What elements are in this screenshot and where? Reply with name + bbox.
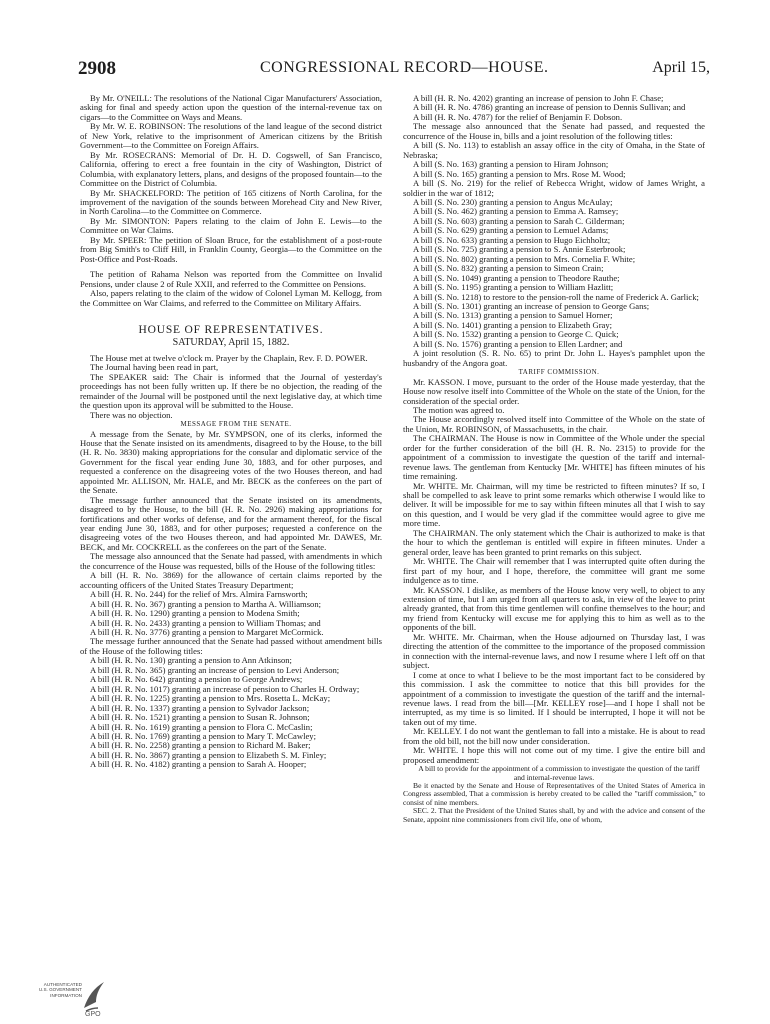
bill-item: A bill (S. No. 219) for the relief of Rebecca Wright, widow of James Wright, a soldier in the war of 1812; [403,178,705,198]
debate-paragraph: The motion was agreed to. [413,404,505,415]
debate-paragraph: Mr. KASSON. I dislike, as members of the House know very well, to object to any extension of time, but I am urged from all quarters to ask, in view of the leave to print already granted, that from this time gentlemen will confine themselves to the hour; and my friend from Kentucky will excuse me for applying this to him as well as to the opponents of the bill. [403,584,705,633]
bill-text: Be it enacted by the Senate and House of Representatives of the United States of America in Congress assembled, That a commission is hereby created to be called the "tariff commission," to consist of nine members. [403,780,705,807]
bill-item: A bill (H. R. No. 3867) granting a pension to Elizabeth S. M. Finley; [90,749,327,760]
bill-item: A bill (S. No. 802) granting a pension to Mrs. Cornelia F. White; [413,253,636,264]
bill-item: A bill (S. No. 165) granting a pension to Mrs. Rose M. Wood; [413,168,626,179]
senate-subhead: MESSAGE FROM THE SENATE. [180,420,292,429]
senate-paragraph: A bill (H. R. No. 3869) for the allowance of certain claims reported by the accounting officers of the United States Treasury Department; [80,570,382,590]
senate-message-section [80,430,382,770]
bill-item: A bill (S. No. 725) granting a pension to S. Annie Esterbrook; [413,244,626,255]
bill-item: A bill (H. R. No. 1290) granting a pension to Modena Smith; [90,608,300,619]
gpo-authenticated-logo [24,976,106,1020]
bill-item: A bill (H. R. No. 642) granting a pension to George Andrews; [90,674,303,685]
bill-item: A bill (S. No. 832) granting a pension to Simeon Crain; [413,263,604,274]
opening-paragraph: There was no objection. [90,409,173,420]
bill-item: A bill (S. No. 1195) granting a pension to William Hazlitt; [413,282,614,293]
bill-item: A bill (S. No. 163) granting a pension to Hiram Johnson; [413,159,609,170]
debate-paragraph: The CHAIRMAN. The only statement which the Chair is authorized to make is that the hour to which the gentleman is entitled will expire in fifteen minutes. Under a general order, leave has been granted to print remarks on this subject. [403,527,705,557]
bill-item: A bill (H. R. No. 4202) granting an increase of pension to John F. Chase; [413,93,664,103]
debate-paragraph: I come at once to what I believe to be the most important fact to be considered by this commission. I ask the committee to notice that this bill provides for the appointment of a commission to investigate the question of the tariff and the internal-revenue laws. I read from the bill—[Mr. KELLEY rose]—and I hope I shall not be interrupted, as my time is so limited. If I should be interrupted, I hope it will not be taken out of my time. [403,669,705,727]
house-heading: HOUSE OF REPRESENTATIVES. [138,323,324,336]
petition-paragraph: By Mr. SIMONTON: Papers relating to the claim of John E. Lewis—to the Committee on War Claims. [80,215,382,236]
bill-item: A bill (H. R. No. 3776) granting a pension to Margaret McCormick. [90,627,324,638]
opening-paragraph: The House met at twelve o'clock m. Prayer by the Chaplain, Rev. F. D. POWER. [90,352,368,363]
senate-bills-section [403,141,705,368]
bill-item: A bill (H. R. No. 1619) granting a pension to Flora C. McCaslin; [90,721,313,732]
debate-paragraph: Mr. WHITE. The Chair will remember that I was interrupted quite often during the first part of my hour, and I hope, therefore, the committee will grant me some indulgence as to time. [403,556,705,586]
bill-item: A bill (H. R. No. 2258) granting a pension to Richard M. Baker; [90,740,311,751]
bill-item: A bill (S. No. 603) granting a pension to Sarah C. Gilderman; [413,215,625,226]
bill-item: A bill (S. No. 1576) granting a pension to Ellen Lardner; and [413,338,623,349]
debate-paragraph: Mr. WHITE. Mr. Chairman, will my time be restricted to fifteen minutes? If so, I shall be compelled to ask leave to print some remarks which otherwise I would like to deliver. It will be impossible for me to say within fifteen minutes all that I wish to say on this question, and I would be very glad if the committee would agree to give me more time. [403,480,705,529]
bill-item: A bill (H. R. No. 4182) granting a pension to Sarah A. Hooper; [90,759,307,770]
bill-item: A bill (H. R. No. 4786) granting an increase of pension to Dennis Sullivan; and [413,102,686,113]
petitions-section [80,94,382,308]
closing-paragraph: The petition of Rahama Nelson was reported from the Committee on Invalid Pensions, under clause 2 of Rule XXII, and referred to the Committee on Pensions. [80,269,382,289]
petition-paragraph: By Mr. W. E. ROBINSON: The resolutions of the land league of the second district of New York, relative to the imprisonment of American citizens by the British Government—to the Committee on Foreign Affairs. [80,121,382,151]
senate-paragraph: The message further announced that the Senate insisted on its amendments, disagreed to by the House, to the bill (H. R. No. 2926) making appropriations for fortifications and other works of defense, and for the armament thereof, for the fiscal year ending June 30, 1883, and for other purposes; requested a conference on the disagreeing votes of the two Houses thereon, and had appointed Mr. DAWES, Mr. BECK, and Mr. COCKRELL as the conferees on the part of the Senate. [80,494,382,552]
bill-item: A bill (H. R. No. 1337) granting a pension to Sylvador Jackson; [90,702,310,713]
sitting-date: SATURDAY, April 15, 1882. [172,337,290,349]
petition-paragraph: By Mr. ROSECRANS: Memorial of Dr. H. D. Cogswell, of San Francisco, California, offering to erect a free fountain in the city of Washington, District of Columbia, with explanatory letters, plans, and designs of the proposed fountain—to the Committee on the District of Columbia. [80,149,382,189]
concurrence-paragraph: The message also announced that the Senate had passed, and requested the concurrence of the House in, bills and a joint resolution of the following titles: [403,121,705,141]
running-title: CONGRESSIONAL RECORD—HOUSE. [260,59,549,76]
bill-item: A bill (S. No. 462) granting a pension to Emma A. Ramsey; [413,206,619,217]
opening-paragraph: The SPEAKER said: The Chair is informed that the Journal of yesterday's proceedings has not been fully written up. If there be no objection, the reading of the remainder of the Journal will be postponed until the next legislative day, at which time the question upon its approval will be submitted to the House. [80,371,382,411]
bill-item: A bill (S. No. 629) granting a pension to Lemuel Adams; [413,225,609,236]
right-column [403,94,705,824]
bill-item: A bill (S. No. 1301) granting an increase of pension to George Gans; [413,300,650,311]
opening-section [80,354,382,420]
bill-item: A bill (H. R. No. 2433) granting a pension to William Thomas; and [90,617,321,628]
bill-item: A bill (S. No. 1532) granting a pension to George C. Quick; [413,329,619,340]
bill-item: A bill (S. No. 113) to establish an assay office in the city of Omaha, in the State of Nebraska; [403,140,705,160]
closing-paragraph: Also, papers relating to the claim of the widow of Colonel Lyman M. Kellogg, from the Committee on War Claims, and referred to the Committee on Military Affairs. [80,288,382,308]
bill-item: A bill (H. R. No. 1225) granting a pension to Mrs. Rosetta L. McKay; [90,693,331,704]
petition-paragraph: By Mr. SPEER: The petition of Sloan Bruce, for the establishment of a post-route from Big Smith's to Cliff Hill, in Franklin County, Georgia—to the Committee on the Post-Office and Post-Roads. [80,234,382,264]
bill-item: A bill (S. No. 1218) to restore to the pension-roll the name of Frederick A. Garlick; [413,291,699,302]
debate-paragraph: The CHAIRMAN. The House is now in Committee of the Whole under the special order for the further consideration of the bill (H. R. No. 2315) to provide for the appointment of a commission to investigate the question of the tariff and internal-revenue laws. The gentleman from Kentucky [Mr. WHITE] has fifteen minutes of his time remaining. [403,433,705,482]
senate-paragraph: The message further announced that the Senate had passed without amendment bills of the House of the following titles: [80,636,382,656]
bill-item: A bill (S. No. 1049) granting a pension to Theodore Rauthe; [413,272,620,283]
debate-paragraph: Mr. WHITE. I hope this will not come out of my time. I give the entire bill and proposed amendment: [403,745,705,765]
debate-paragraph: Mr. KASSON. I move, pursuant to the order of the House made yesterday, that the House now resolve itself into Committee of the Whole on the state of the Union, for the consideration of the special order. [403,376,705,406]
bill-item: A bill (H. R. No. 367) granting a pension to Martha A. Williamson; [90,598,322,609]
bill-item: A bill (S. No. 633) granting a pension to Hugo Eichholtz; [413,234,611,245]
gpo-logo-text: AUTHENTICATED U.S. GOVERNMENT INFORMATION [38,982,82,998]
bill-item: A bill (H. R. No. 365) granting an increase of pension to Levi Anderson; [90,664,340,675]
debate-paragraph: Mr. WHITE. Mr. Chairman, when the House adjourned on Thursday last, I was directing the attention of the committee to the importance of the proposed commission in connection with the internal-revenue laws, and now I resume where I left off on that subject. [403,631,705,671]
bill-item: A bill (H. R. No. 4787) for the relief of Benjamin F. Dobson. [413,111,623,122]
page-header [78,58,710,84]
bill-item: A bill (S. No. 230) granting a pension to Angus McAulay; [413,196,613,207]
bill-item: A bill (H. R. No. 1017) granting an increase of pension to Charles H. Ordway; [90,683,360,694]
bill-item: A bill (H. R. No. 1521) granting a pension to Susan R. Johnson; [90,712,310,723]
gpo-label: GPO [85,1011,101,1016]
bill-item: A bill (S. No. 1401) granting a pension to Elizabeth Gray; [413,319,613,330]
petition-paragraph: By Mr. SHACKELFORD: The petition of 165 citizens of North Carolina, for the improvement of the navigation of the sounds between Morehead City and New River, in North Carolina—to the Committee on Commerce. [80,187,382,217]
bill-item: A joint resolution (S. R. No. 65) to print Dr. John L. Hayes's pamphlet upon the husbandry of the Angora goat. [403,348,705,368]
debate-section [403,378,705,766]
bill-text: SEC. 2. That the President of the United States shall, by and with the advice and consent of the Senate, appoint nine commissioners from civil life, one of whom, [403,806,705,824]
bill-item: A bill (H. R. No. 244) for the relief of Mrs. Almira Farnsworth; [90,589,308,600]
eagle-icon [80,978,106,1016]
bill-item: A bill (H. R. No. 1769) granting a pension to Mary T. McCawley; [90,731,316,741]
bills-continued-section [403,94,705,141]
senate-paragraph: The message also announced that the Senate had passed, with amendments in which the concurrence of the House was requested, bills of the House of the following titles: [80,551,382,571]
debate-paragraph: The House accordingly resolved itself into Committee of the Whole on the state of the Union, Mr. ROBINSON, of Massachusetts, in the chair. [403,414,705,434]
bill-title: A bill to provide for the appointment of a commission to investigate the question of the tariff and internal-revenue laws. [418,764,700,782]
page-number: 2908 [78,58,116,79]
petition-paragraph: By Mr. O'NEILL: The resolutions of the National Cigar Manufacturers' Association, asking for final and speedy action upon the question of the internal-revenue tax on cigars—to the Committee on Ways and Means. [80,93,382,122]
left-column [80,94,382,770]
bill-item: A bill (S. No. 1313) granting a pension to Samuel Horner; [413,310,613,321]
debate-paragraph: Mr. KELLEY. I do not want the gentleman to fall into a mistake. He is about to read from the old bill, not the bill now under consideration. [403,726,705,746]
page-date: April 15, [652,59,710,76]
opening-paragraph: The Journal having been read in part, [90,362,219,373]
tariff-subhead: TARIFF COMMISSION. [518,368,600,377]
senate-paragraph: A message from the Senate, by Mr. SYMPSON, one of its clerks, informed the House that the Senate insisted on its amendments, disagreed to by the House, to the bill (H. R. No. 3830) making appropriations for the consular and diplomatic service of the Government for the fiscal year ending June 30, 1883, and for other purposes, and requested a conference on the disagreeing votes of the two Houses thereon, and had appointed Mr. ALLISON, Mr. HALE, and Mr. BECK as the conferees on the part of the Senate. [80,428,382,496]
bill-item: A bill (H. R. No. 130) granting a pension to Ann Atkinson; [90,655,292,666]
